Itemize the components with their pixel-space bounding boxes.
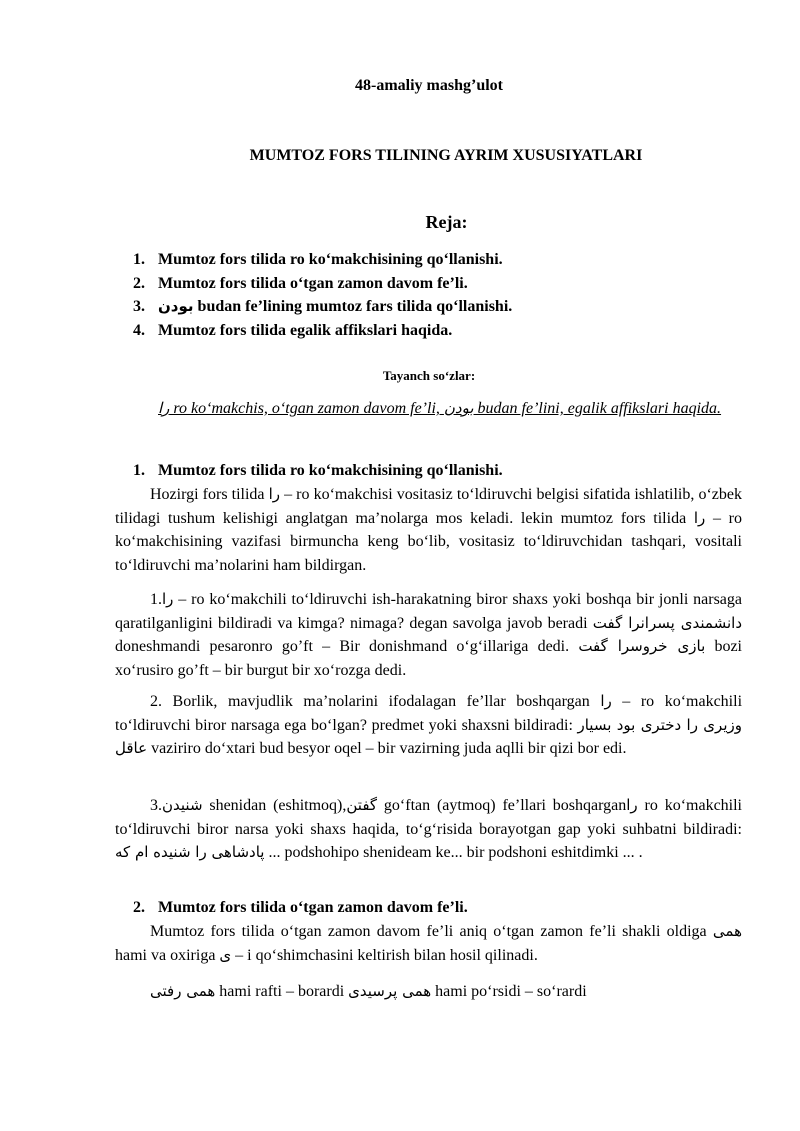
plan-item-text: Mumtoz fors tilida o‘tgan zamon davom fe’li. (158, 274, 468, 292)
text-run: Mumtoz fors tilida o‘tgan zamon davom fe’li aniq o‘tgan zamon fe’li shakli oldiga (150, 923, 713, 940)
arabic-run: دانشمندی پسرانرا گفت (592, 613, 742, 632)
arabic-run: شنیدن (162, 796, 203, 814)
text-run: – ro ko‘makchisining vazifasi birmuncha keng bo‘lib, vositasiz to‘ldiruvchidan tashqari, vositali to‘ldiruvchi ma’nolarini ham bildirgan. (115, 509, 743, 574)
section-title: Mumtoz fors tilida ro ko‘makchisining qo‘llanishi. (158, 462, 503, 479)
text-run: bozi xo‘rusiro go’ft – bir burgut bir xo‘rozga dedi. (115, 638, 742, 679)
text-run: ... podshohipo shenideam ke... bir podshoni eshitdimki ... . (264, 844, 643, 862)
text-run: doneshmandi pesaronro go’ft – Bir donishmand o‘g‘illariga dedi. (115, 638, 579, 656)
plan-item-text: Mumtoz fors tilida ro ko‘makchisining qo‘llanishi. (158, 251, 503, 268)
keywords-part: ro ko‘makchis, o‘tgan zamon davom fe’li, (169, 400, 444, 417)
text-run: vaziriro do‘xtari bud besyor oqel – bir vazirning juda aqlli bir qizi bor edi. (147, 740, 627, 758)
arabic-run: پادشاهی را شنیده ام که (115, 843, 265, 862)
text-run: 2. Borlik, mavjudlik ma’nolarini ifodalagan fe’llar boshqargan (150, 693, 601, 710)
section-1-paragraph-3 (115, 690, 742, 761)
plan-item (133, 248, 773, 272)
keywords-arabic: بودن (443, 399, 474, 417)
arabic-run: را (693, 508, 706, 527)
plan-item-number: 1. (133, 251, 145, 268)
text-run: – i qo‘shimchasini keltirish bilan hosil qilinadi. (231, 946, 538, 964)
arabic-run: همی پرسیدی (348, 982, 432, 1000)
section-2-paragraph-1 (115, 920, 742, 967)
plan-item-number: 2. (133, 274, 145, 292)
plan-item (133, 319, 773, 343)
section-1-paragraph-2 (115, 588, 742, 682)
text-run: go‘ftan (aytmoq) fe’llari boshqargan (377, 797, 627, 814)
plan-list (133, 248, 773, 342)
arabic-run: همی رفتی (150, 982, 216, 1000)
plan-item-text: budan fe’lining mumtoz fars tilida qo‘llanishi. (193, 298, 513, 315)
arabic-run: گفتن (346, 796, 378, 814)
section-2-heading (133, 899, 773, 917)
section-1-heading (133, 462, 773, 480)
text-run: – ro ko‘makchisi vositasiz to‘ldiruvchi belgisi sifatida ishlatilib, o‘zbek tilidagi tushum kelishigi anglatgan ma’nolarga mos keladi. lekin mumtoz fors tilida (115, 486, 742, 527)
section-1-paragraph-1 (115, 483, 742, 577)
plan-label: Reja: (425, 212, 468, 232)
arabic-run: وزیری را دختری بود بسیار عاقل (115, 715, 742, 758)
plan-item-text: Mumtoz fors tilida egalik affikslari haqida. (158, 321, 453, 339)
arabic-run: را (600, 692, 612, 710)
text-run: – ro ko‘makchili to‘ldiruvchi ish-harakatning biror shaxs yoki boshqa bir jonli narsaga qaratilganligini bildiradi va kimga? nimaga? degan savolga javob beradi (115, 591, 742, 632)
topic-heading: MUMTOZ FORS TILINING AYRIM XUSUSIYATLARI (249, 147, 643, 164)
example-line (150, 980, 750, 1003)
plan-item (133, 272, 773, 296)
arabic-run: را (162, 590, 174, 608)
keywords-text (158, 397, 748, 420)
section-number: 2. (133, 899, 145, 916)
section-1-paragraph-4 (115, 794, 742, 865)
arabic-run: را (268, 485, 281, 503)
plan-item-number: 4. (133, 321, 145, 339)
arabic-run: بازی خروسرا گفت (578, 637, 706, 656)
arabic-run: را (626, 796, 638, 814)
plan-item-number: 3. (133, 298, 145, 315)
lesson-title: 48-amaliy mashg’ulot (355, 77, 503, 94)
arabic-run: همی (712, 922, 742, 940)
keywords-label: Tayanch so‘zlar: (382, 368, 476, 383)
section-number: 1. (133, 462, 145, 479)
plan-item-arabic: بودن (158, 297, 194, 315)
text-run: hami po‘rsidi – so‘rardi (431, 983, 587, 1000)
text-run: shenidan (eshitmoq), (202, 797, 347, 814)
text-run: 3. (150, 797, 162, 814)
keywords-arabic: را (158, 399, 170, 417)
arabic-run: ی (219, 945, 232, 964)
text-run: hami va oxiriga (115, 946, 220, 964)
keywords-part: budan fe’lini, egalik affikslari haqida. (473, 400, 722, 417)
text-run: Hozirgi fors tilida (150, 486, 269, 503)
section-title: Mumtoz fors tilida o‘tgan zamon davom fe’li. (158, 899, 468, 916)
plan-item (133, 295, 773, 319)
text-run: hami rafti – borardi (215, 983, 349, 1000)
text-run: 1. (150, 591, 162, 608)
text-run: ro ko‘makchili to‘ldiruvchi biror narsa yoki shaxs haqida, to‘g‘risida borayotgan gap yoki suhbatni bildiradi: (115, 797, 742, 838)
text-run: – ro ko‘makchili to‘ldiruvchi biror narsaga ega bo‘lgan? predmet yoki shaxsni bildiradi: (115, 693, 743, 734)
